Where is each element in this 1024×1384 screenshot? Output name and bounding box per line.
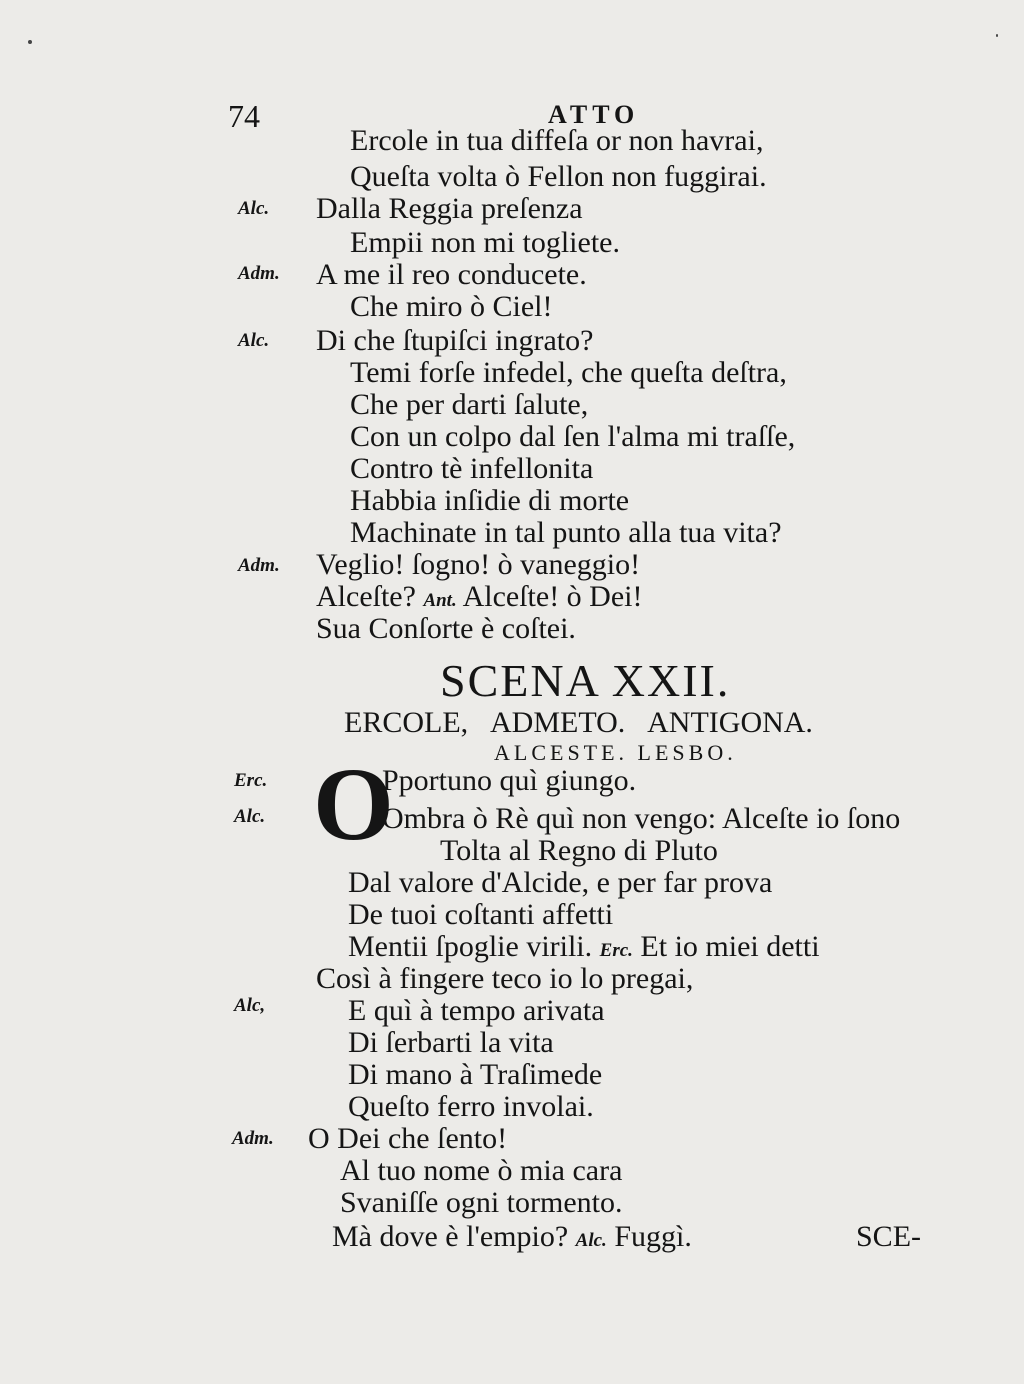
verse-line: A me il reo conducete. bbox=[316, 258, 587, 291]
verse-fragment: Alceſte? bbox=[316, 580, 416, 613]
verse-line: Dalla Reggia preſenza bbox=[316, 192, 583, 225]
verse-line: Che per darti ſalute, bbox=[350, 388, 589, 421]
verse-line: O Dei che ſento! bbox=[308, 1122, 508, 1155]
verse-line: Machinate in tal punto alla tua vita? bbox=[350, 516, 782, 549]
verse-line: Con un colpo dal ſen l'alma mi traſſe, bbox=[350, 420, 796, 453]
verse-line: Ercole in tua diffeſa or non havrai, bbox=[350, 124, 764, 157]
verse-line: Al tuo nome ò mia cara bbox=[340, 1154, 623, 1187]
verse-line: E quì à tempo arivata bbox=[348, 994, 605, 1027]
drop-cap: O bbox=[313, 747, 394, 862]
verse-line: Ombra ò Rè quì non vengo: Alceſte io ſono bbox=[382, 802, 901, 835]
speaker-label-inline: Ant. bbox=[423, 590, 457, 611]
verse-line: Sua Conſorte è coſtei. bbox=[316, 612, 576, 645]
verse-line: Che miro ò Ciel! bbox=[350, 290, 553, 323]
verse-line: Queſta volta ò Fellon non fuggirai. bbox=[350, 160, 767, 193]
verse-line: Habbia inſidie di morte bbox=[350, 484, 630, 517]
speaker-label: Alc. bbox=[238, 330, 270, 351]
verse-line: Empii non mi togliete. bbox=[350, 226, 620, 259]
speaker-label: Adm. bbox=[238, 555, 280, 576]
page-speck bbox=[996, 34, 998, 37]
verse-fragment: Alceſte! ò Dei! bbox=[462, 580, 643, 613]
speaker-label-inline: Erc. bbox=[599, 940, 633, 961]
verse-fragment: Et io miei detti bbox=[640, 930, 820, 963]
scene-cast-line: ALCESTE. LESBO. bbox=[494, 740, 737, 765]
verse-line: Contro tè infellonita bbox=[350, 452, 594, 485]
speaker-label: Adm. bbox=[232, 1128, 274, 1149]
verse-line: Dal valore d'Alcide, e per far prova bbox=[348, 866, 773, 899]
speaker-label: Adm. bbox=[238, 263, 280, 284]
speaker-label-inline: Alc. bbox=[575, 1230, 607, 1251]
verse-line: Tolta al Regno di Pluto bbox=[440, 834, 718, 867]
running-title: ATTO bbox=[548, 100, 640, 129]
speaker-label: Alc, bbox=[234, 995, 266, 1016]
verse-line: Di mano à Traſimede bbox=[348, 1058, 603, 1091]
verse-line: Così à fingere teco io lo pregai, bbox=[316, 962, 694, 995]
speaker-label: Alc. bbox=[238, 198, 270, 219]
speaker-label: Alc. bbox=[234, 806, 266, 827]
verse-line: Temi forſe infedel, che queſta deſtra, bbox=[350, 356, 787, 389]
page-number: 74 bbox=[228, 98, 260, 134]
verse-line: Svaniſſe ogni tormento. bbox=[340, 1186, 623, 1219]
verse-fragment: Mentii ſpoglie virili. bbox=[348, 930, 593, 963]
verse-fragment: Fuggì. bbox=[614, 1220, 692, 1253]
verse-line: De tuoi coſtanti affetti bbox=[348, 898, 614, 931]
verse-line: Pportuno quì giungo. bbox=[382, 764, 637, 797]
verse-line: Di che ſtupiſci ingrato? bbox=[316, 324, 594, 357]
verse-line: Queſto ferro involai. bbox=[348, 1090, 594, 1123]
verse-line: Di ſerbarti la vita bbox=[348, 1026, 554, 1059]
page-speck bbox=[28, 40, 32, 44]
verse-fragment: Mà dove è l'empio? bbox=[332, 1220, 569, 1253]
scene-cast-line: ERCOLE, ADMETO. ANTIGONA. bbox=[344, 706, 813, 739]
speaker-label: Erc. bbox=[234, 770, 268, 791]
scene-title: SCENA XXII. bbox=[440, 655, 731, 706]
verse-line bbox=[332, 1220, 692, 1258]
catchword: SCE- bbox=[856, 1220, 922, 1253]
verse-line: Veglio! ſogno! ò vaneggio! bbox=[316, 548, 641, 581]
